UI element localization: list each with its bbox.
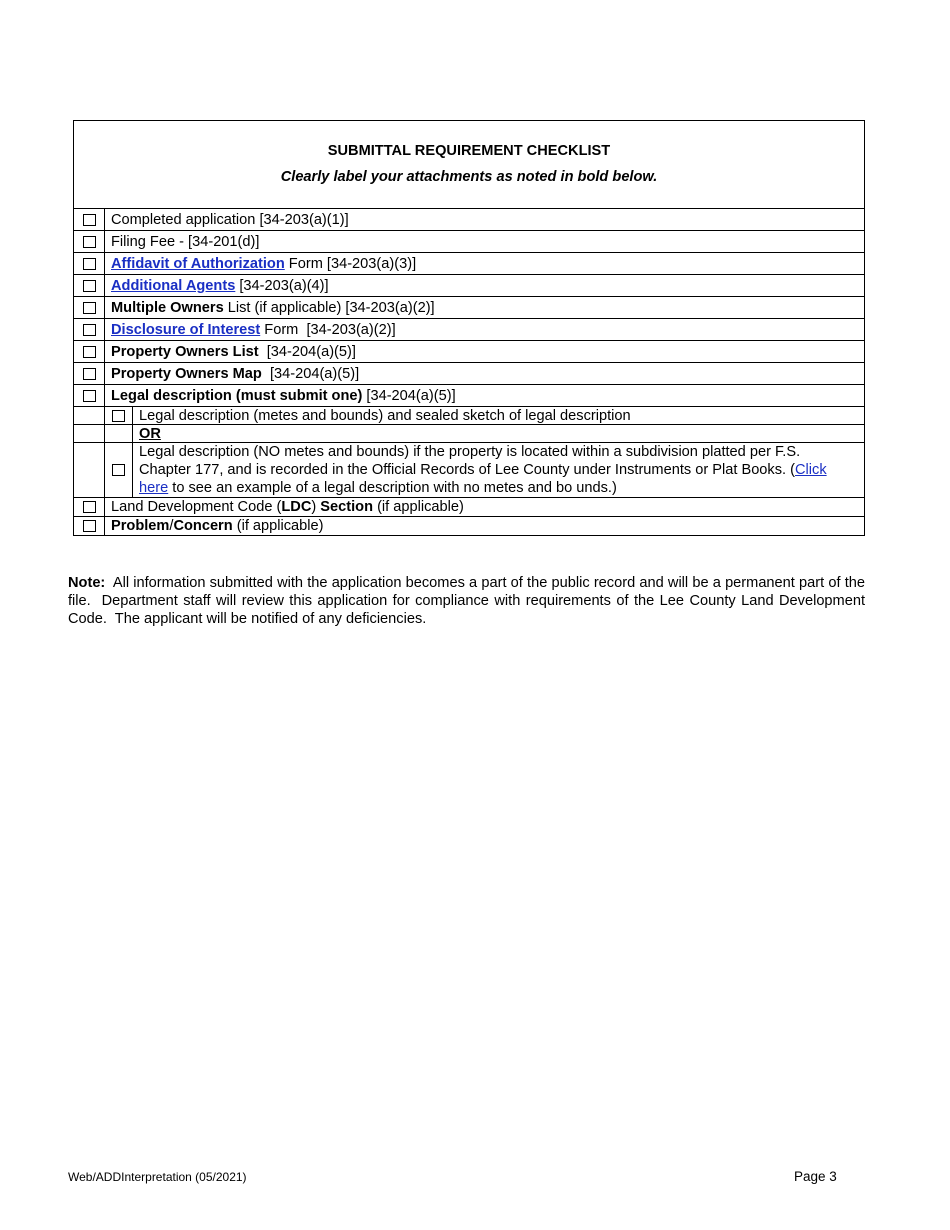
checkbox[interactable] xyxy=(83,501,96,513)
checklist-header xyxy=(74,121,864,209)
item-label: List (if applicable) [34-203(a)(2)] xyxy=(223,299,435,316)
checklist-row-filing-fee xyxy=(74,231,864,253)
item-label: (if applicable) xyxy=(232,518,324,534)
checklist-row-multiple-owners xyxy=(74,297,864,319)
note-label: Note: xyxy=(68,575,106,591)
checkbox[interactable] xyxy=(83,236,96,248)
item-label: / xyxy=(169,518,174,534)
checklist-row-disclosure xyxy=(74,319,864,341)
checkbox[interactable] xyxy=(83,258,96,270)
additional-agents-link[interactable]: Additional Agents xyxy=(111,277,236,294)
checklist-row-completed-application xyxy=(74,209,864,231)
item-label: Land Development Code ( xyxy=(111,499,282,515)
footer-form-id: Web/ADDInterpretation (05/2021) xyxy=(68,1170,247,1184)
checkbox[interactable] xyxy=(83,520,96,532)
item-label: to see an example of a legal description with no metes and bo unds.) xyxy=(168,480,617,496)
note-paragraph xyxy=(68,574,870,628)
item-bold-label: Legal description (must submit one) xyxy=(111,387,363,404)
item-label: Legal description (metes and bounds) and sealed sketch of legal description xyxy=(139,407,631,424)
item-label: (if applicable) xyxy=(373,499,464,515)
checklist-row-additional-agents xyxy=(74,275,864,297)
item-bold-label: Multiple Owners xyxy=(111,299,224,316)
checkbox[interactable] xyxy=(83,214,96,226)
item-bold-label: Section xyxy=(320,499,374,515)
checklist-row-legal-description xyxy=(74,385,864,407)
checkbox[interactable] xyxy=(83,390,96,402)
checkbox[interactable] xyxy=(83,368,96,380)
checklist-row-legal-metes-bounds xyxy=(74,407,864,425)
item-label: Form [34-203(a)(3)] xyxy=(284,255,417,272)
disclosure-link[interactable]: Disclosure of Interest xyxy=(111,321,261,338)
checklist-row-property-owners-list xyxy=(74,341,864,363)
checklist-row-affidavit xyxy=(74,253,864,275)
checkbox[interactable] xyxy=(83,280,96,292)
item-label: Form [34-203(a)(2)] xyxy=(260,321,396,338)
checkbox[interactable] xyxy=(83,346,96,358)
checklist-row-ldc-section xyxy=(74,498,864,517)
or-label: OR xyxy=(139,425,161,442)
item-label: Filing Fee - [34-201(d)] xyxy=(111,233,260,250)
item-bold-label: Concern xyxy=(173,518,233,534)
affidavit-link[interactable]: Affidavit of Authorization xyxy=(111,255,285,272)
item-label: [34-203(a)(4)] xyxy=(235,277,329,294)
item-label: [34-204(a)(5)] xyxy=(362,387,456,404)
checklist-row-property-owners-map xyxy=(74,363,864,385)
item-label: ) xyxy=(311,499,321,515)
checklist-title: SUBMITTAL REQUIREMENT CHECKLIST xyxy=(327,143,611,159)
item-bold-label: Problem xyxy=(111,518,170,534)
checkbox[interactable] xyxy=(83,324,96,336)
item-label: Completed application [34-203(a)(1)] xyxy=(111,211,349,228)
item-bold-label: Property Owners List xyxy=(111,343,259,360)
item-bold-label: Property Owners Map xyxy=(111,365,262,382)
item-label: [34-204(a)(5)] xyxy=(258,343,356,360)
checklist-row-or xyxy=(74,425,864,443)
note-text: All information submitted with the application becomes a part of the public record and will be a permanent part of the file. Department staff will review this application for compliance with requirements of the Lee County Land Development Code. The applicant will be notified of any deficiencies. xyxy=(68,575,870,627)
checklist-subtitle: Clearly label your attachments as noted in bold below. xyxy=(280,169,658,185)
footer-page-number: Page 3 xyxy=(794,1169,837,1184)
item-label: Legal description (NO metes and bounds) if the property is located within a subdivision platted per F.S. Chapter 177, and is recorded in the Official Records of Lee County under Instruments or Plat Books. ( xyxy=(139,444,801,478)
checklist-row-problem-concern xyxy=(74,517,864,535)
checklist-row-legal-no-metes xyxy=(74,443,864,498)
checkbox[interactable] xyxy=(112,410,125,422)
submittal-checklist xyxy=(73,120,865,536)
click-here-link[interactable]: Click here xyxy=(139,462,827,496)
item-bold-label: LDC xyxy=(281,499,312,515)
checkbox[interactable] xyxy=(112,464,125,476)
item-label: [34-204(a)(5)] xyxy=(261,365,360,382)
checkbox[interactable] xyxy=(83,302,96,314)
